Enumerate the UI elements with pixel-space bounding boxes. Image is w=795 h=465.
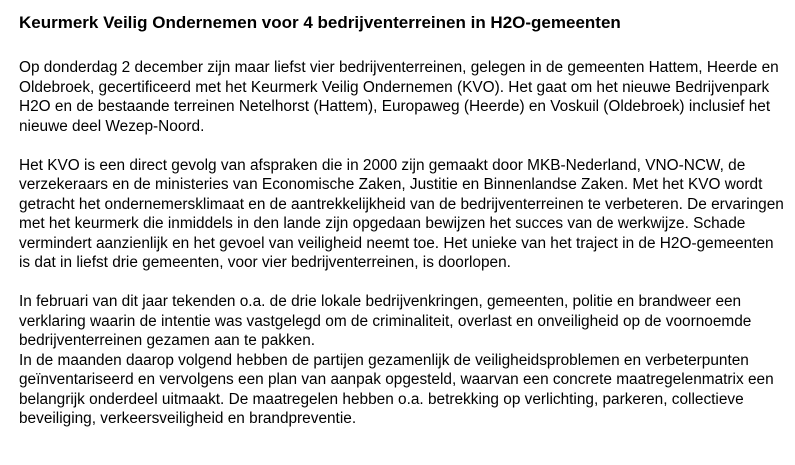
paragraph-certification: Op donderdag 2 december zijn maar liefst vier bedrijventerreinen, gelegen in de gemeenten Hattem, Heerde en Oldebroek, gecertificeerd met het Keurmerk Veilig Ondernemen (KVO). Het gaat om het nieuwe Bedrijvenpark H2O en de bestaande terreinen Netelhorst (Hattem), Europaweg (Heerde) en Voskuil (Oldebroek) inclusief het nieuwe deel Wezep-Noord. bbox=[19, 59, 779, 135]
paragraph-measures: In de maanden daarop volgend hebben de partijen gezamenlijk de veiligheidsproblemen en verbeterpunten geïnventariseerd en vervolgens een plan van aanpak opgesteld, waarvan een concrete maatregelenmatrix een belangrijk onderdeel uitmaakt. De maatregelen hebben o.a. betrekking op verlichting, parkeren, collectieve beveiliging, verkeersveiligheid en brandpreventie. bbox=[19, 351, 774, 427]
article-title: Keurmerk Veilig Ondernemen voor 4 bedrijventerreinen in H2O-gemeenten bbox=[19, 13, 621, 32]
paragraph-kvo-background: Het KVO is een direct gevolg van afspraken die in 2000 zijn gemaakt door MKB-Nederland, VNO-NCW, de verzekeraars en de ministeries van Economische Zaken, Justitie en Binnenlandse Zaken. Met het KVO wordt getracht het ondernemersklimaat en de aantrekkelijkheid van de bedrijventerreinen te verbeteren. De ervaringen met het keurmerk die inmiddels in den lande zijn opgedaan bewijzen het succes van de werkwijze. Schade vermindert aanzienlijk en het gevoel van veiligheid neemt toe. Het unieke van het traject in de H2O-gemeenten is dat in liefst drie gemeenten, voor vier bedrijventerreinen, is doorlopen. bbox=[19, 156, 784, 271]
paragraph-intention: In februari van dit jaar tekenden o.a. de drie lokale bedrijvenkringen, gemeenten, politie en brandweer een verklaring waarin de intentie was vastgelegd om de criminaliteit, overlast en onveiligheid op de voornoemde bedrijventerreinen gezamen aan te pakken. bbox=[19, 293, 752, 349]
